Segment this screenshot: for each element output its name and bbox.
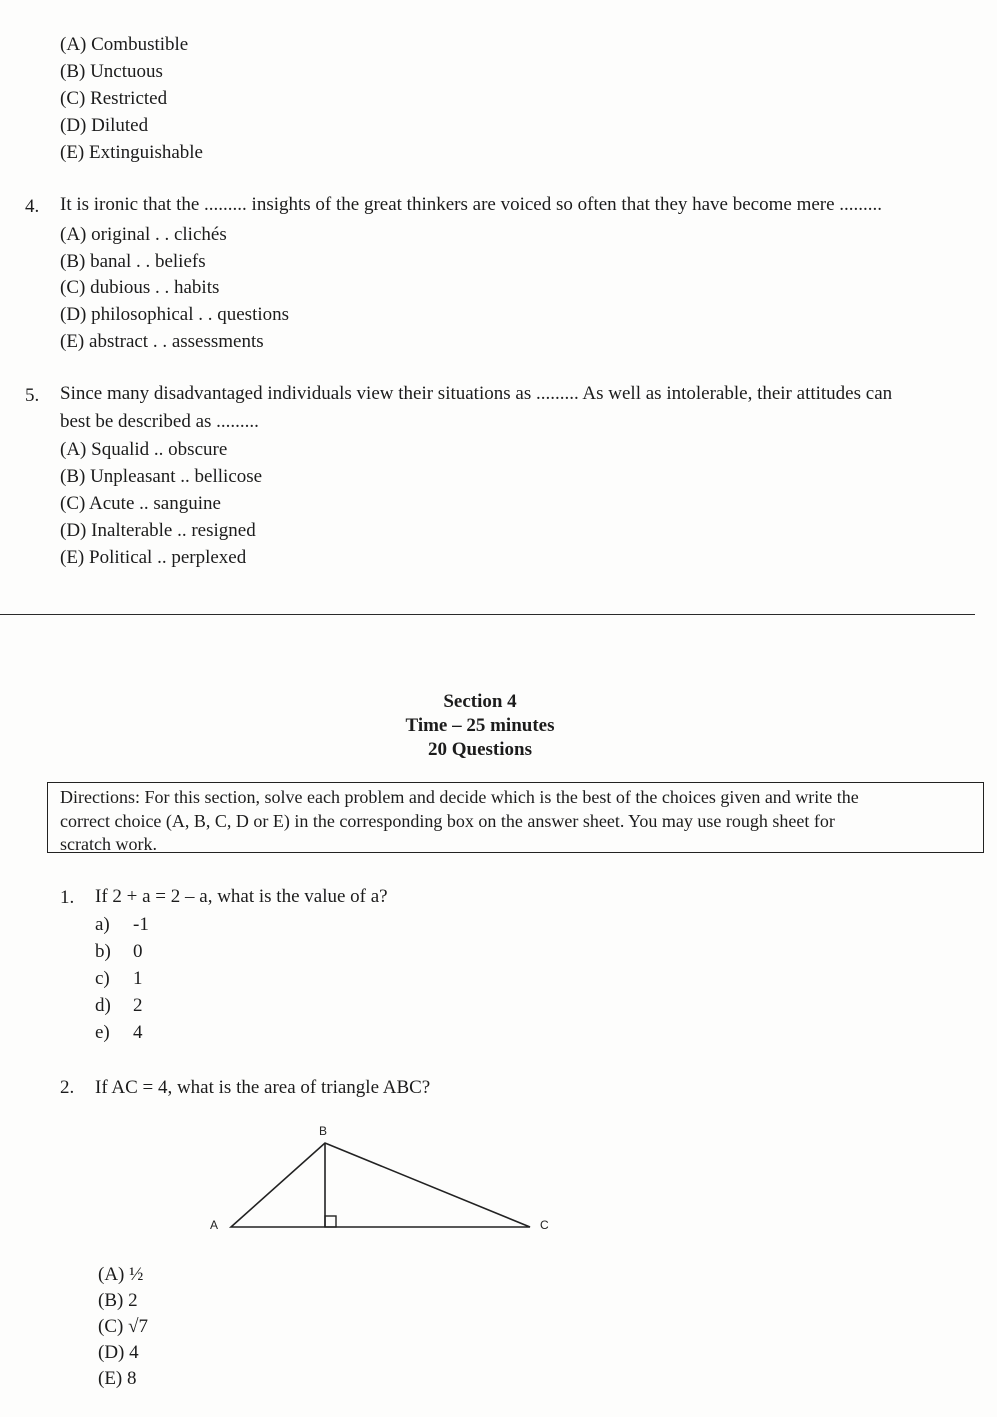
q5-option-b: (B) Unpleasant .. bellicose [60,466,263,487]
q5-option-d: (D) Inalterable .. resigned [60,520,256,541]
right-angle-marker [325,1216,336,1227]
option-letter: e) [95,1022,110,1043]
triangle-abc [231,1143,530,1227]
option-letter: c) [95,968,110,989]
m1-number: 1. [60,887,75,908]
m1-option-c [95,968,143,990]
directions-line-2: correct choice (A, B, C, D or E) in the corresponding box on the answer sheet. You may use rough sheet for [60,810,835,831]
q4-option-c: (C) dubious . . habits [60,277,220,298]
directions-line-3: scratch work. [60,834,157,854]
directions-box [47,782,984,853]
q5-option-c: (C) Acute .. sanguine [60,493,221,514]
triangle-figure [200,1118,560,1243]
option-value: 0 [133,941,143,962]
m1-option-d [95,995,143,1017]
q3-option-b: (B) Unctuous [60,61,163,82]
section-divider [0,614,975,615]
option-letter: b) [95,941,111,962]
vertex-label-c: C [540,1218,549,1232]
q4-number: 4. [25,196,40,217]
q4-option-e: (E) abstract . . assessments [60,331,264,352]
directions-line-1: Directions: For this section, solve each problem and decide which is the best of the choices given and write the [60,787,859,807]
m2-option-b: (B) 2 [98,1290,138,1311]
option-value: 4 [133,1022,143,1043]
m1-option-b [95,941,143,963]
q3-option-d: (D) Diluted [60,115,149,136]
m2-option-d: (D) 4 [98,1342,139,1363]
option-letter: a) [95,914,110,935]
q4-option-d: (D) philosophical . . questions [60,304,290,325]
vertex-label-b: B [319,1124,328,1138]
q4-option-b: (B) banal . . beliefs [60,251,206,272]
q3-option-e: (E) Extinguishable [60,142,203,163]
q3-option-c: (C) Restricted [60,88,168,109]
section-time: Time – 25 minutes [405,715,555,736]
m1-option-a [95,914,149,936]
m2-number: 2. [60,1077,75,1098]
q5-number: 5. [25,385,40,406]
vertex-label-a: A [210,1218,219,1232]
m2-text: If AC = 4, what is the area of triangle ABC? [95,1077,431,1098]
m1-text: If 2 + a = 2 – a, what is the value of a? [95,886,388,907]
q5-option-e: (E) Political .. perplexed [60,547,247,568]
option-letter: d) [95,995,111,1016]
m2-option-e: (E) 8 [98,1368,137,1389]
q5-text-line2: best be described as ......... [60,411,259,432]
section-title: Section 4 [443,691,517,712]
q5-text-line1: Since many disadvantaged individuals view their situations as ......... As well as intolerable, their attitudes can [60,383,893,404]
q4-option-a: (A) original . . clichés [60,224,227,245]
m2-option-c: (C) √7 [98,1316,149,1337]
q3-option-a: (A) Combustible [60,34,189,55]
section-question-count: 20 Questions [428,739,532,760]
m2-option-a: (A) ½ [98,1264,144,1285]
q5-option-a: (A) Squalid .. obscure [60,439,228,460]
m1-option-e [95,1022,143,1044]
option-value: 1 [133,968,143,989]
q4-text: It is ironic that the ......... insights of the great thinkers are voiced so often that they have become mere ......... [60,194,883,215]
option-value: 2 [133,995,143,1016]
option-value: -1 [133,914,149,935]
